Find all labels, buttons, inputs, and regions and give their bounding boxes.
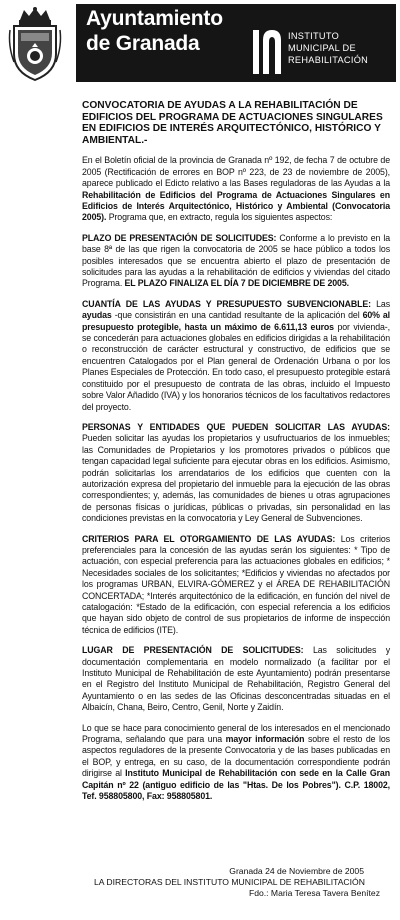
- signature-block: [94, 866, 384, 899]
- imr-logo-icon: [252, 28, 282, 76]
- institute-line-2: MUNICIPAL DE: [288, 43, 356, 53]
- plazo-heading: PLAZO DE PRESENTACIÓN DE SOLICITUDES:: [82, 232, 277, 243]
- signature-organization: LA DIRECTORAS DEL INSTITUTO MUNICIPAL DE REHABILITACIÓN: [94, 877, 365, 887]
- closing-text-2: sobre el resto de los aspectos reguladores de la presente Convocatoria y de las bases publicadas en el BOP, y entrega, en su caso, de la documentación correspondiente podrán dirigirse al: [82, 734, 390, 779]
- cuantia-ayudas: ayudas: [82, 310, 112, 321]
- personas-heading: PERSONAS Y ENTIDADES QUE PUEDEN SOLICITAR LAS AYUDAS:: [82, 421, 390, 432]
- closing-more-info: mayor información: [225, 734, 305, 745]
- lugar-text: Las solicitudes y documentación complementaria en modelo normalizado (a facilitar por el Instituto Municipal de Rehabilitación de este Ayuntamiento) podrán presentarse en el Registro del Instituto Municipal de Rehabilitación, Registro General del Ayuntamiento o en las sedes de las Oficinas desconcentradas situadas en el Albaicín, Chana, Beiro, Centro, Genil, Norte y Zaidín.: [82, 645, 391, 713]
- signature-date: Granada 24 de Noviembre de 2005: [229, 866, 364, 876]
- header: [0, 0, 400, 88]
- intro-text: En el Boletín oficial de la provincia de Granada nº 192, de fecha 7 de octubre de 2005 (Rectificación de errores en BOP nº 223, de 23 de noviembre de 2005), aparece publicado el Edicto relativo a las Bases reguladoras de las Ayudas a la: [82, 155, 390, 189]
- cuantia-heading: CUANTÍA DE LAS AYUDAS Y PRESUPUESTO SUBVENCIONABLE:: [82, 298, 371, 309]
- criterios-text: Los criterios preferenciales para la concesión de las ayudas serán los siguientes: * Tipo de actuación, con especial preferencia para las actuaciones globales en edificios; * Necesidades sociales de los solicitantes; *Edificios y viviendas no afectados por los programas URBAN, ELVIRA-GÓMEREZ y el ÁREA DE REHABILITACIÓN CONCERTADA; *Interés arquitectónico de la edificación, en función del nivel de catalogación: *Estado de la edificación, con especial referencia a los edificios que hayan sido objeto de control de sus propietarios de informe de inspección técnica de edificios (ITE).: [82, 533, 390, 635]
- personas-paragraph: [82, 422, 390, 525]
- lugar-heading: LUGAR DE PRESENTACIÓN DE SOLICITUDES:: [82, 645, 304, 656]
- cuantia-text-3: por vivienda-, se concederán para actuaciones globales en edificios dirigidas a la rehabilitación o reconstrucción de carácter estructural y constructivo, de edificios que se encuentren Catalogados por el Plan general de Ordenación Urbana o por los Planes Especiales de Protección. En todo caso, el presupuesto protegible estará constituido por el presupuesto de contrata de las obras, incluido el Impuesto sobre Valor Añadido (IVA) y los honorarios técnicos de los facultativos redactores del proyecto.: [82, 321, 390, 412]
- cuantia-amount: 60% al presupuesto protegible, hasta un máximo de 6.611,13 euros: [82, 310, 390, 332]
- intro-paragraph: [82, 155, 390, 223]
- cuantia-text-1: Las: [370, 298, 390, 309]
- granada-coat-of-arms-icon: [6, 6, 64, 82]
- intro-program-name: Rehabilitación de Edificios del Programa de Actuaciones Singulares en Edificios de Interés Arquitectónico, Histórico y Ambiental (Convocatoria 2005).: [82, 189, 390, 223]
- cuantia-text-2: -que consistirán en una cantidad resultante de la aplicación del: [111, 310, 363, 321]
- closing-contact: Instituto Municipal de Rehabilitación con sede en la Calle Gran Capitán nº 22 (antiguo edificio de las "Htas. De los Pobres"). C.P. 18002, Tef. 958805800, Fax: 958805801.: [82, 768, 390, 802]
- institute-line-1: INSTITUTO: [288, 31, 340, 41]
- plazo-paragraph: [82, 233, 390, 290]
- city-council-title: [86, 6, 256, 56]
- institute-name: [288, 30, 396, 66]
- criterios-paragraph: [82, 534, 390, 637]
- announcement-body: [82, 100, 390, 812]
- document-title: CONVOCATORIA DE AYUDAS A LA REHABILITACIÓN DE EDIFICIOS DEL PROGRAMA DE ACTUACIONES SINGULARES EN EDIFICIOS DE INTERÉS ARQUITECTÓNICO, HISTÓRICO Y AMBIENTAL.-: [82, 100, 383, 146]
- closing-text-1: Lo que se hace para conocimiento general de los interesados en el mencionado Programa, señalando que para una: [82, 722, 390, 745]
- lugar-paragraph: [82, 645, 390, 713]
- personas-text: Pueden solicitar las ayudas los propietarios y usufructuarios de los inmuebles; las Comunidades de Propietarios y los promotores privados o públicos que tengan capacidad legal suficiente para ejecutar obras en los edificios. Asimismo, podrán solicitarlas los arrendatarios de los edificios que cuenten con la autorización expresa del propietario del inmueble para la ejecución de las obras correspondientes; y, además, las comunidades de bienes u otras agrupaciones de personas físicas o jurídicas, públicas o privadas, sin personalidad en las condiciones previstas en la convocatoria y Ley General de Subvenciones.: [82, 433, 390, 524]
- title-line-1: Ayuntamiento: [86, 7, 223, 30]
- closing-paragraph: [82, 723, 390, 803]
- title-line-2: de Granada: [86, 32, 200, 55]
- cuantia-paragraph: [82, 299, 390, 413]
- signature-name: Fdo.: Maria Teresa Tavera Benítez: [248, 888, 380, 898]
- plazo-text: Conforme a lo previsto en la base 8ª de las que rigen la convocatoria de 2005 se hace público a todos los posibles interesados que se encuentra abierto el plazo de presentación de solicitudes para las ayudas a la rehabilitación de edificios y viviendas del citado Programa.: [82, 232, 390, 289]
- intro-text-end: Programa que, en extracto, regula los siguientes aspectos:: [106, 212, 333, 223]
- plazo-deadline: EL PLAZO FINALIZA EL DÍA 7 DE DICIEMBRE DE 2005.: [124, 278, 349, 289]
- criterios-heading: CRITERIOS PARA EL OTORGAMIENTO DE LAS AYUDAS:: [82, 533, 336, 544]
- institute-line-3: REHABILITACIÓN: [288, 55, 369, 65]
